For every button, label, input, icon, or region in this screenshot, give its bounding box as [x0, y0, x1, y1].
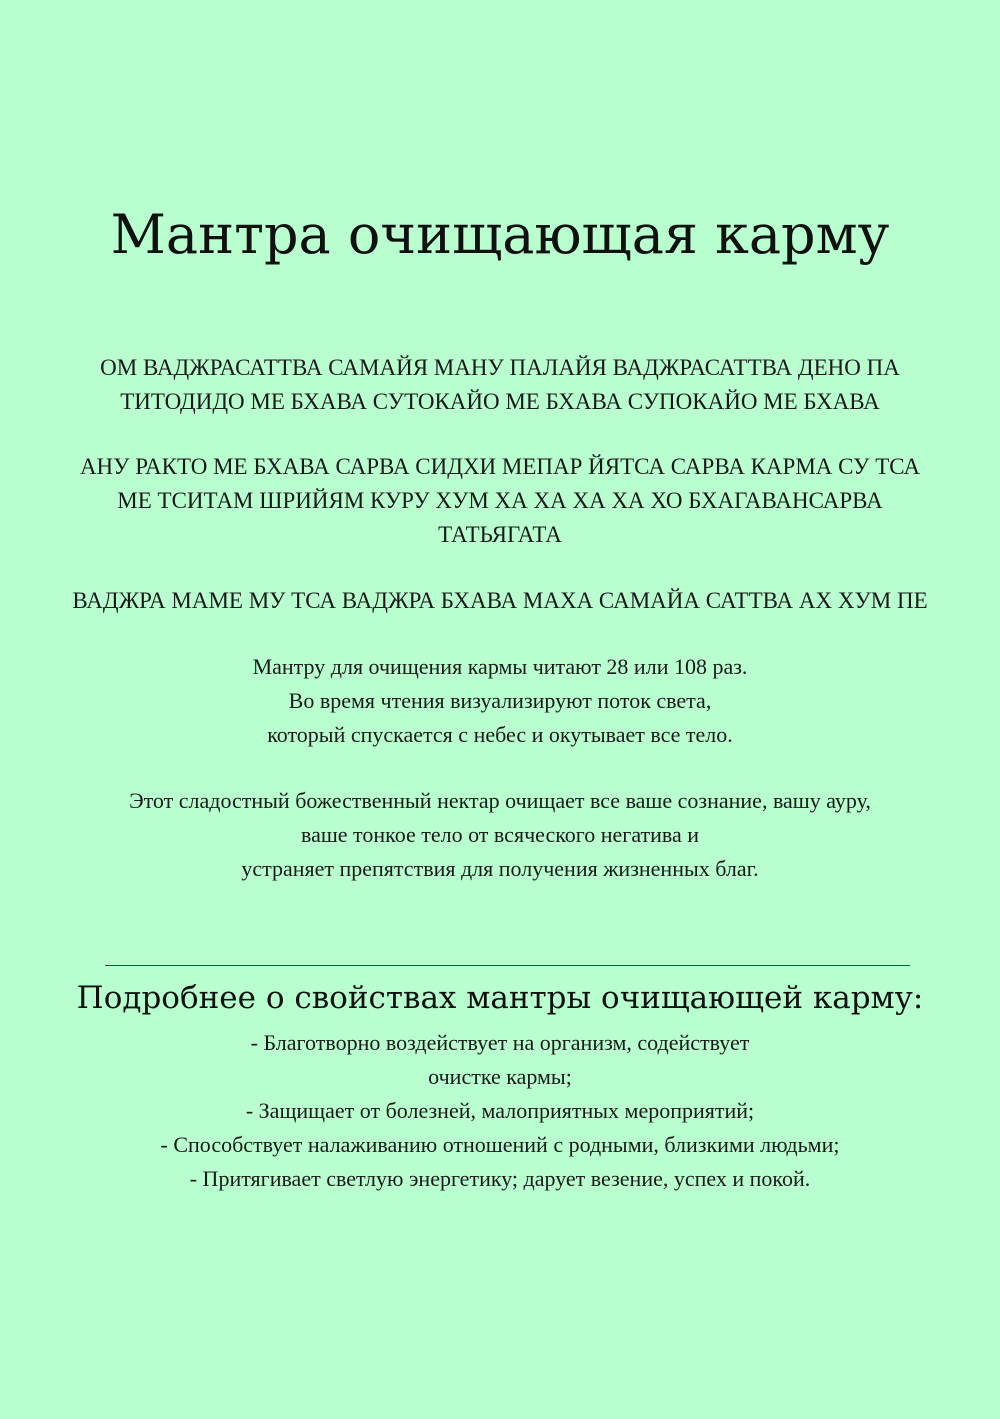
property-line: - Благотворно воздействует на организм, содействует — [250, 1030, 750, 1055]
properties-list — [0, 1026, 1000, 1196]
mantra-paragraph-3 — [0, 584, 1000, 618]
property-line: - Притягивает светлую энергетику; дарует везение, успех и покой. — [189, 1166, 811, 1191]
description-line: устраняет препятствия для получения жизненных благ. — [241, 856, 759, 881]
description-paragraph-2 — [0, 784, 1000, 886]
description-line: Мантру для очищения кармы читают 28 или 108 раз. — [252, 654, 748, 679]
mantra-line: ТИТОДИДО МЕ БХАВА СУТОКАЙО МЕ БХАВА СУПОКАЙО МЕ БХАВА — [120, 389, 880, 414]
page-title: Мантра очищающая карму — [110, 203, 890, 266]
mantra-line: АНУ РАКТО МЕ БХАВА САРВА СИДХИ МЕПАР ЙЯТСА САРВА КАРМА СУ ТСА — [79, 454, 921, 479]
description-line: Этот сладостный божественный нектар очищает все ваше сознание, вашу ауру, — [129, 788, 871, 813]
properties-heading: Подробнее о свойствах мантры очищающей карму: — [76, 980, 924, 1016]
mantra-line: ВАДЖРА МАМЕ МУ ТСА ВАДЖРА БХАВА МАХА САМАЙА САТТВА АХ ХУМ ПЕ — [72, 588, 928, 613]
mantra-line: ТАТЬЯГАТА — [438, 522, 562, 547]
mantra-paragraph-1 — [0, 351, 1000, 419]
property-line: очистке кармы; — [428, 1064, 572, 1089]
description-line: Во время чтения визуализируют поток света, — [288, 688, 712, 713]
property-line: - Защищает от болезней, малоприятных мероприятий; — [245, 1098, 755, 1123]
description-line: который спускается с небес и окутывает все тело. — [267, 722, 733, 747]
mantra-paragraph-2 — [0, 450, 1000, 552]
property-line: - Способствует налаживанию отношений с родными, близкими людьми; — [160, 1132, 840, 1157]
section-divider — [105, 965, 910, 966]
mantra-line: ОМ ВАДЖРАСАТТВА САМАЙЯ МАНУ ПАЛАЙЯ ВАДЖРАСАТТВА ДЕНО ПА — [100, 355, 900, 380]
description-paragraph-1 — [0, 650, 1000, 752]
mantra-line: МЕ ТСИТАМ ШРИЙЯМ КУРУ ХУМ ХА ХА ХА ХА ХО БХАГАВАНСАРВА — [117, 488, 883, 513]
description-line: ваше тонкое тело от всяческого негатива и — [300, 822, 700, 847]
